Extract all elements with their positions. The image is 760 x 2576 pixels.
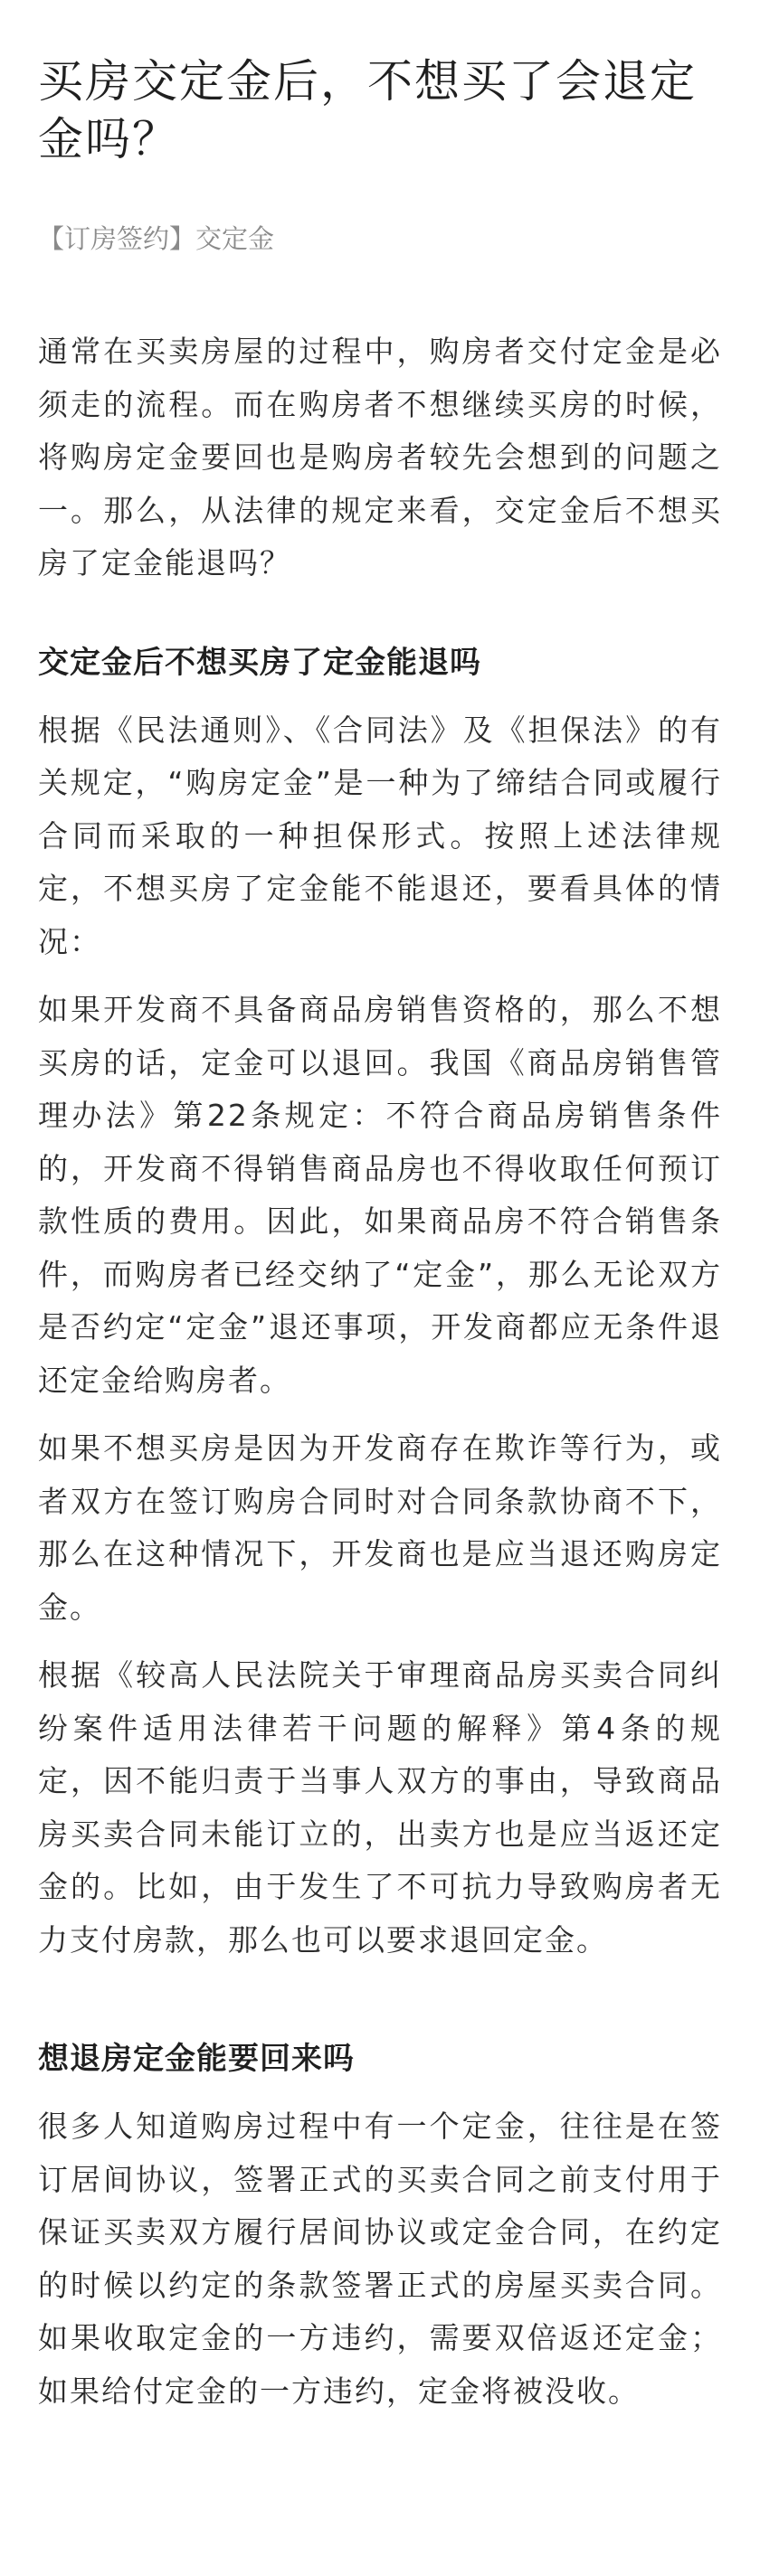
section-paragraph: 如果开发商不具备商品房销售资格的，那么不想买房的话，定金可以退回。我国《商品房销售管理办法》第22条规定：不符合商品房销售条件的，开发商不得销售商品房也不得收取任何预订款性质的费用。因此，如果商品房不符合销售条件，而购房者已经交纳了“定金”，那么无论双方是否约定“定金”退还事项，开发商都应无条件退还定金给购房者。	[38, 992, 722, 1398]
section-heading: 想退房定金能要回来吗	[38, 2041, 355, 2077]
section-refund-possible	[38, 641, 722, 1967]
section-paragraph: 很多人知道购房过程中有一个定金，往往是在签订居间协议，签署正式的买卖合同之前支付用于保证买卖双方履行居间协议或定金合同，在约定的时候以约定的条款签署正式的房屋买卖合同。如果收取定金的一方违约，需要双倍返还定金；如果给付定金的一方违约，定金将被没收。	[38, 2109, 722, 2409]
section-paragraph: 如果不想买房是因为开发商存在欺诈等行为，或者双方在签订购房合同时对合同条款协商不下，那么在这种情况下，开发商也是应当退还购房定金。	[38, 1430, 722, 1625]
section-paragraph: 根据《民法通则》、《合同法》及《担保法》的有关规定，“购房定金”是一种为了缔结合同或履行合同而采取的一种担保形式。按照上述法律规定，不想买房了定金能不能退还，要看具体的情况：	[38, 712, 722, 959]
article-intro	[38, 326, 722, 590]
intro-paragraph: 通常在买卖房屋的过程中，购房者交付定金是必须走的流程。而在购房者不想继续买房的时候，将购房定金要回也是购房者较先会想到的问题之一。那么，从法律的规定来看，交定金后不想买房了定金能退吗？	[38, 334, 722, 580]
article-title: 买房交定金后，不想买了会退定金吗？	[38, 55, 697, 165]
section-get-deposit-back	[38, 2037, 722, 2418]
section-paragraph: 根据《较高人民法院关于审理商品房买卖合同纠纷案件适用法律若干问题的解释》第4条的规定，因不能归责于当事人双方的事由，导致商品房买卖合同未能订立的，出卖方也是应当返还定金的。比如，由于发生了不可抗力导致购房者无力支付房款，那么也可以要求退回定金。	[38, 1657, 722, 1958]
article-category-tag[interactable]: 【订房签约】交定金	[38, 223, 275, 254]
section-heading: 交定金后不想买房了定金能退吗	[38, 644, 481, 681]
